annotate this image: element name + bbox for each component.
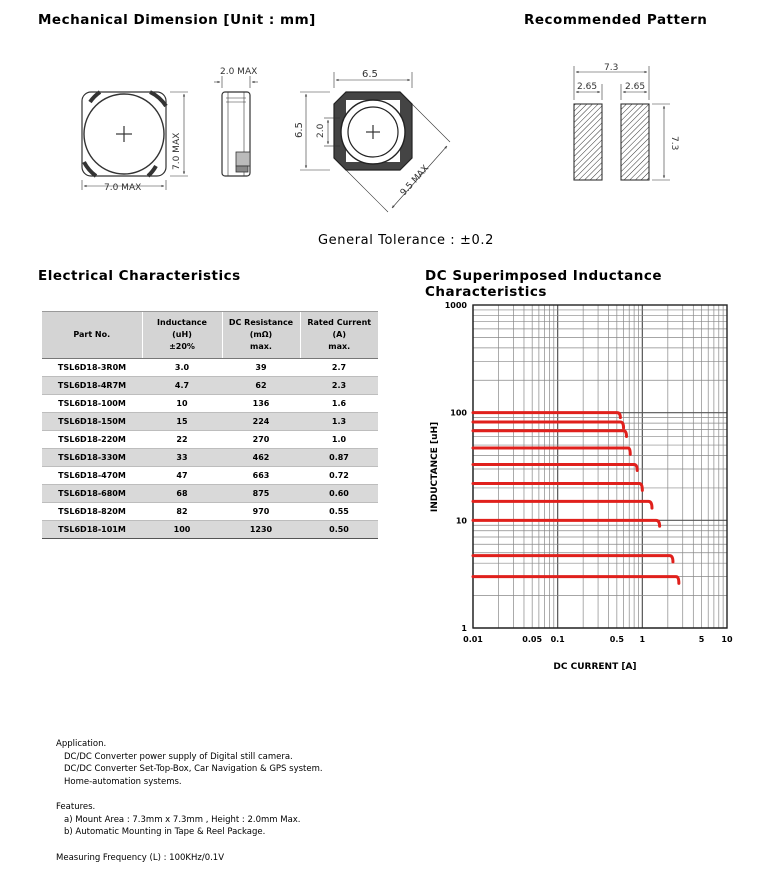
cell-resistance: 39 [222, 359, 300, 377]
table-row [42, 413, 378, 431]
features-title: Features. [56, 802, 96, 812]
application-item: Home-automation systems. [64, 776, 182, 787]
cell-part: TSL6D18-220M [42, 431, 142, 449]
cell-inductance: 82 [142, 503, 222, 521]
header-dc-resistance: DC Resistance (mΩ) max. [222, 312, 300, 359]
plot-frame [473, 305, 727, 628]
cell-resistance: 663 [222, 467, 300, 485]
cell-resistance: 62 [222, 377, 300, 395]
top-width-label: 7.0 MAX [104, 183, 142, 193]
cell-current: 0.55 [300, 503, 378, 521]
cell-inductance: 15 [142, 413, 222, 431]
chart-title: DC Superimposed Inductance Characteristics [425, 268, 663, 300]
series-line [473, 465, 637, 471]
y-tick-label: 10 [455, 516, 467, 526]
series-line [473, 422, 624, 428]
general-tolerance: General Tolerance : ±0.2 [318, 233, 494, 248]
chart-x-axis-label: DC CURRENT [A] [553, 662, 637, 672]
cell-inductance: 100 [142, 521, 222, 539]
x-tick-label: 5 [698, 635, 705, 644]
top-height-label: 7.0 MAX [172, 132, 182, 170]
cell-current: 0.50 [300, 521, 378, 539]
application-title: Application. [56, 739, 107, 749]
chart-series-group [473, 413, 679, 584]
notes-section [56, 738, 323, 864]
cell-current: 1.3 [300, 413, 378, 431]
cell-resistance: 136 [222, 395, 300, 413]
electrical-characteristics-table [42, 311, 378, 539]
series-line [473, 501, 652, 508]
cell-part: TSL6D18-150M [42, 413, 142, 431]
bottom-view-drawing [300, 72, 450, 212]
measuring-frequency: Measuring Frequency (L) : 100KHz/0.1V [56, 852, 225, 863]
header-inductance: Inductance (uH) ±20% [142, 312, 222, 359]
feature-item: b) Automatic Mounting in Tape & Reel Package. [64, 827, 266, 837]
cell-inductance: 4.7 [142, 377, 222, 395]
diagonal-label: 9.5 MAX [398, 163, 432, 199]
cell-inductance: 68 [142, 485, 222, 503]
cell-resistance: 462 [222, 449, 300, 467]
mechanical-dimension-title: Mechanical Dimension [Unit : mm] [38, 12, 316, 28]
pattern-pad-left-label: 2.65 [577, 82, 598, 92]
table-row [42, 449, 378, 467]
application-item: DC/DC Converter Set-Top-Box, Car Navigation & GPS system. [64, 764, 323, 774]
cell-inductance: 22 [142, 431, 222, 449]
pattern-total-width-label: 7.3 [604, 63, 619, 73]
cell-part: TSL6D18-4R7M [42, 377, 142, 395]
electrical-characteristics-title: Electrical Characteristics [38, 268, 241, 284]
table-row [42, 395, 378, 413]
cell-part: TSL6D18-680M [42, 485, 142, 503]
series-line [473, 577, 679, 584]
chart-y-axis-label: INDUCTANCE [uH] [430, 421, 440, 513]
cell-current: 2.3 [300, 377, 378, 395]
series-line [473, 448, 630, 454]
cell-current: 0.60 [300, 485, 378, 503]
cell-inductance: 47 [142, 467, 222, 485]
side-view-drawing [214, 76, 258, 176]
feature-item: a) Mount Area : 7.3mm x 7.3mm , Height : 2.0mm Max. [64, 814, 301, 825]
pattern-pad-right-label: 2.65 [625, 82, 646, 92]
cell-current: 0.87 [300, 449, 378, 467]
x-tick-label: 0.1 [550, 635, 565, 644]
table-row [42, 521, 378, 539]
cell-resistance: 224 [222, 413, 300, 431]
table-row [42, 503, 378, 521]
header-rated-current: Rated Current (A) max. [300, 312, 378, 359]
cell-inductance: 3.0 [142, 359, 222, 377]
cell-inductance: 33 [142, 449, 222, 467]
bottom-height-label: 6.5 [294, 122, 305, 138]
table-row [42, 467, 378, 485]
x-tick-label: 0.05 [522, 635, 543, 644]
table-row [42, 359, 378, 377]
table-row [42, 377, 378, 395]
x-tick-label: 10 [721, 635, 733, 644]
inductance-chart [425, 295, 770, 680]
cell-resistance: 875 [222, 485, 300, 503]
x-tick-label: 0.5 [609, 635, 624, 644]
chart-grid [473, 305, 727, 628]
chart-tick-labels [445, 301, 733, 644]
cell-part: TSL6D18-100M [42, 395, 142, 413]
x-tick-label: 1 [639, 635, 646, 644]
table-row [42, 485, 378, 503]
cell-resistance: 970 [222, 503, 300, 521]
cell-part: TSL6D18-330M [42, 449, 142, 467]
header-part-no: Part No. [42, 312, 142, 359]
cell-current: 2.7 [300, 359, 378, 377]
table-row [42, 431, 378, 449]
cell-part: TSL6D18-101M [42, 521, 142, 539]
cell-part: TSL6D18-3R0M [42, 359, 142, 377]
bottom-inner-label: 2.0 [316, 123, 326, 138]
series-line [473, 556, 673, 562]
application-item: DC/DC Converter power supply of Digital still camera. [64, 751, 293, 762]
cell-current: 1.6 [300, 395, 378, 413]
y-tick-label: 1 [461, 624, 467, 633]
cell-resistance: 270 [222, 431, 300, 449]
y-tick-label: 1000 [444, 301, 467, 310]
x-tick-label: 0.01 [463, 635, 483, 644]
cell-current: 0.72 [300, 467, 378, 485]
cell-part: TSL6D18-820M [42, 503, 142, 521]
recommended-pattern-title: Recommended Pattern [524, 12, 708, 28]
cell-inductance: 10 [142, 395, 222, 413]
table-header-row [42, 312, 378, 359]
side-width-label: 2.0 MAX [220, 67, 258, 77]
cell-part: TSL6D18-470M [42, 467, 142, 485]
bottom-width-label: 6.5 [362, 69, 378, 80]
y-tick-label: 100 [450, 408, 467, 418]
dimension-drawings [0, 40, 782, 230]
cell-current: 1.0 [300, 431, 378, 449]
cell-resistance: 1230 [222, 521, 300, 539]
pattern-height-label: 7.3 [669, 136, 679, 151]
